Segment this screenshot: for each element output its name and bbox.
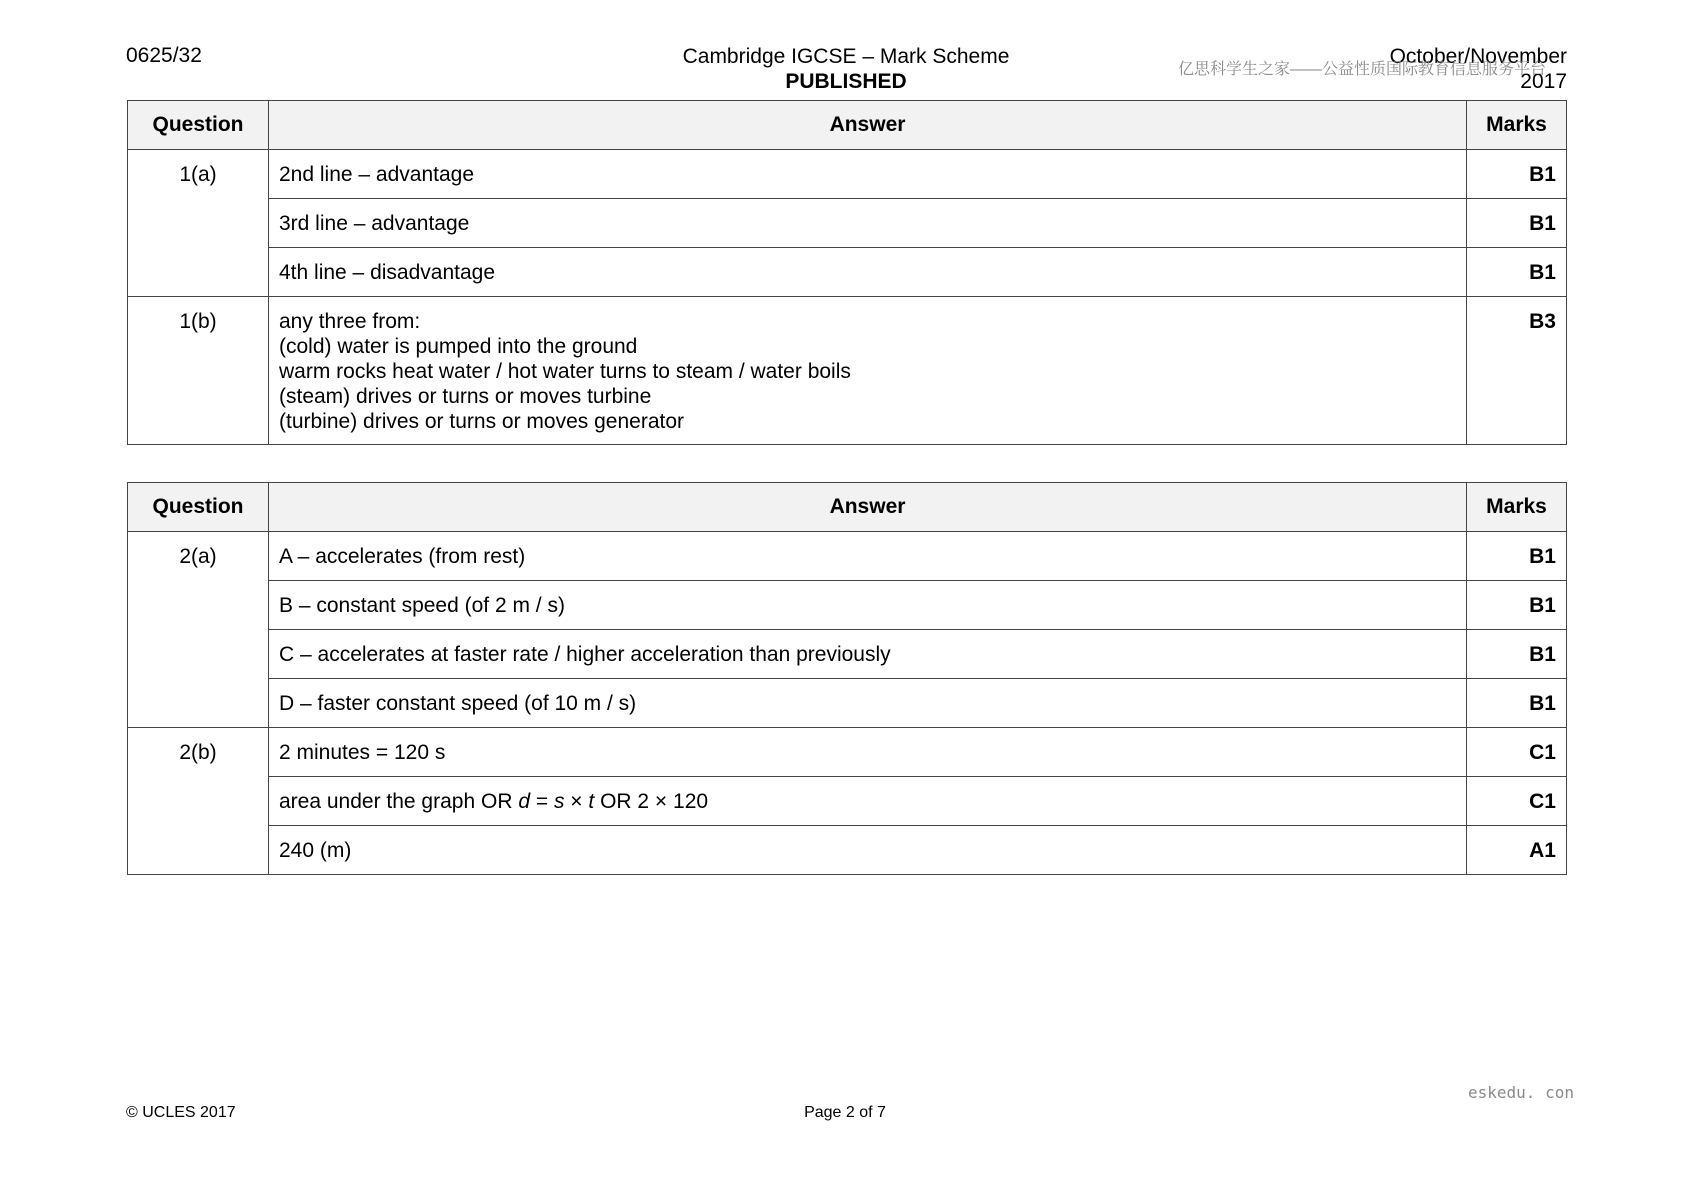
answer-cell: 3rd line – advantage bbox=[269, 199, 1467, 248]
answer-cell: C – accelerates at faster rate / higher acceleration than previously bbox=[269, 630, 1467, 679]
question-label: 2(a) bbox=[128, 532, 269, 728]
question-label: 2(b) bbox=[128, 728, 269, 875]
mark-cell: C1 bbox=[1467, 728, 1567, 777]
speed-symbol: s bbox=[553, 789, 565, 813]
answer-cell: D – faster constant speed (of 10 m / s) bbox=[269, 679, 1467, 728]
question-label: 1(a) bbox=[128, 150, 269, 297]
equals-sign: = bbox=[530, 789, 554, 813]
document-title-block bbox=[600, 44, 1092, 94]
answer-cell bbox=[269, 777, 1467, 826]
time-symbol: t bbox=[588, 789, 595, 813]
mark-scheme-table-2 bbox=[127, 482, 1567, 875]
exam-year: 2017 bbox=[1520, 70, 1567, 93]
multiply-sign: × bbox=[564, 789, 589, 813]
answer-column-header: Answer bbox=[269, 101, 1467, 150]
answer-line: (steam) drives or turns or moves turbine bbox=[279, 385, 652, 408]
answer-cell: 2 minutes = 120 s bbox=[269, 728, 1467, 777]
answer-column-header: Answer bbox=[269, 483, 1467, 532]
copyright: © UCLES 2017 bbox=[126, 1104, 236, 1121]
question-column-header: Question bbox=[128, 101, 269, 150]
footer-watermark: eskedu. con bbox=[1468, 1083, 1574, 1102]
answer-text: area under the graph OR bbox=[279, 789, 519, 813]
table-row bbox=[128, 297, 1567, 445]
answer-cell: 4th line – disadvantage bbox=[269, 248, 1467, 297]
document-title: Cambridge IGCSE – Mark Scheme bbox=[682, 45, 1010, 68]
mark-cell: B1 bbox=[1467, 679, 1567, 728]
header-watermark: 亿思科学生之家——公益性质国际教育信息服务平台 bbox=[1178, 61, 1547, 78]
mark-cell: B1 bbox=[1467, 630, 1567, 679]
published-label: PUBLISHED bbox=[785, 70, 907, 93]
table-row bbox=[128, 679, 1567, 728]
marks-column-header: Marks bbox=[1467, 101, 1567, 150]
mark-cell: A1 bbox=[1467, 826, 1567, 875]
exam-session: October/November bbox=[1389, 45, 1567, 68]
page-number: Page 2 of 7 bbox=[804, 1104, 886, 1121]
answer-cell: 240 (m) bbox=[269, 826, 1467, 875]
mark-cell: B1 bbox=[1467, 532, 1567, 581]
table-row bbox=[128, 777, 1567, 826]
marks-column-header: Marks bbox=[1467, 483, 1567, 532]
answer-cell bbox=[269, 297, 1467, 445]
answer-line: any three from: bbox=[279, 310, 421, 333]
answer-cell: 2nd line – advantage bbox=[269, 150, 1467, 199]
mark-cell: B1 bbox=[1467, 199, 1567, 248]
paper-code: 0625/32 bbox=[126, 44, 202, 67]
distance-symbol: d bbox=[518, 789, 531, 813]
mark-cell: B1 bbox=[1467, 581, 1567, 630]
mark-cell: B1 bbox=[1467, 150, 1567, 199]
table-row bbox=[128, 581, 1567, 630]
table-row bbox=[128, 150, 1567, 199]
mark-scheme-table-1 bbox=[127, 100, 1567, 445]
table-row bbox=[128, 630, 1567, 679]
answer-cell: B – constant speed (of 2 m / s) bbox=[269, 581, 1467, 630]
answer-line: (cold) water is pumped into the ground bbox=[279, 335, 638, 358]
mark-cell: C1 bbox=[1467, 777, 1567, 826]
table-row bbox=[128, 826, 1567, 875]
question-label: 1(b) bbox=[128, 297, 269, 445]
answer-cell: A – accelerates (from rest) bbox=[269, 532, 1467, 581]
question-column-header: Question bbox=[128, 483, 269, 532]
table-row bbox=[128, 248, 1567, 297]
answer-line: (turbine) drives or turns or moves generator bbox=[279, 410, 684, 433]
answer-line: warm rocks heat water / hot water turns to steam / water boils bbox=[279, 360, 851, 383]
answer-text: OR 2 × 120 bbox=[594, 789, 709, 813]
table-row bbox=[128, 532, 1567, 581]
table-header-row bbox=[128, 101, 1567, 150]
mark-cell: B1 bbox=[1467, 248, 1567, 297]
table-row bbox=[128, 728, 1567, 777]
table-row bbox=[128, 199, 1567, 248]
mark-cell: B3 bbox=[1467, 297, 1567, 445]
table-header-row bbox=[128, 483, 1567, 532]
